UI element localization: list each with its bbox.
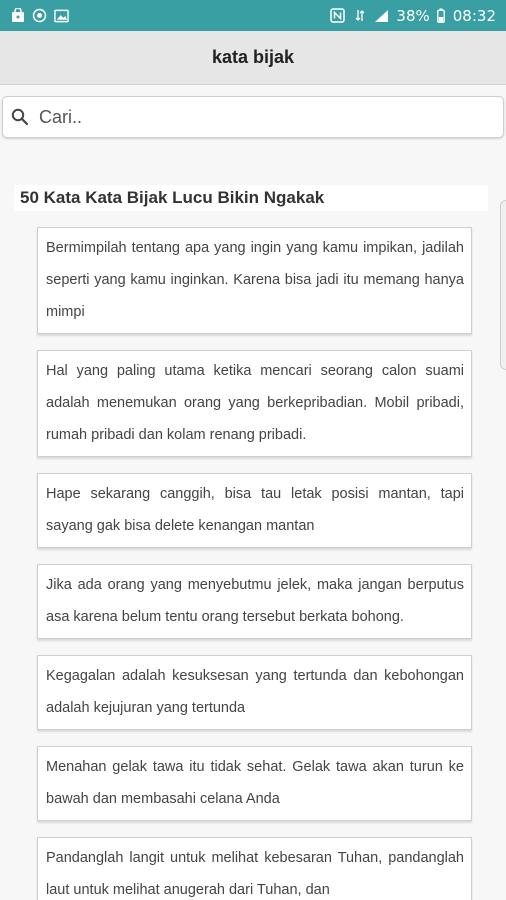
image-icon bbox=[54, 8, 69, 23]
clock: 08:32 bbox=[452, 6, 496, 25]
globe-icon bbox=[32, 8, 47, 23]
section-title: 50 Kata Kata Bijak Lucu Bikin Ngakak bbox=[14, 185, 488, 211]
quote-card[interactable]: Hal yang paling utama ketika mencari seorang calon suami adalah menemukan orang yang berkepribadian. Mobil pribadi, rumah pribadi dan kolam renang pribadi. bbox=[37, 350, 472, 457]
app-title: kata bijak bbox=[211, 47, 295, 67]
scrollbar-handle[interactable] bbox=[500, 200, 506, 370]
battery-icon bbox=[437, 8, 446, 23]
quote-card[interactable]: Hape sekarang canggih, bisa tau letak posisi mantan, tapi sayang gak bisa delete kenangan mantan bbox=[37, 473, 472, 548]
battery-percent: 38% bbox=[396, 6, 430, 25]
data-transfer-icon bbox=[352, 8, 367, 23]
quote-card[interactable]: Pandanglah langit untuk melihat kebesaran Tuhan, pandanglah laut untuk melihat anugerah dari Tuhan, dan bbox=[37, 837, 472, 900]
quote-list bbox=[37, 227, 472, 900]
signal-icon bbox=[374, 8, 389, 23]
shopping-bag-icon bbox=[10, 8, 25, 23]
quote-card[interactable]: Bermimpilah tentang apa yang ingin yang kamu impikan, jadilah seperti yang kamu inginkan. Karena bisa jadi itu memang hanya mimpi bbox=[37, 227, 472, 334]
nfc-icon bbox=[330, 8, 345, 23]
quote-card[interactable]: Kegagalan adalah kesuksesan yang tertunda dan kebohongan adalah kejujuran yang tertunda bbox=[37, 655, 472, 730]
search-box[interactable] bbox=[2, 96, 504, 138]
search-icon bbox=[11, 108, 29, 126]
status-bar bbox=[0, 0, 506, 31]
status-right bbox=[330, 7, 496, 25]
status-left bbox=[10, 8, 69, 23]
quote-card[interactable]: Menahan gelak tawa itu tidak sehat. Gelak tawa akan turun ke bawah dan membasahi celana Anda bbox=[37, 746, 472, 821]
quote-card[interactable]: Jika ada orang yang menyebutmu jelek, maka jangan berputus asa karena belum tentu orang tersebut berkata bohong. bbox=[37, 564, 472, 639]
search-input[interactable] bbox=[39, 107, 479, 128]
app-bar bbox=[0, 31, 506, 85]
